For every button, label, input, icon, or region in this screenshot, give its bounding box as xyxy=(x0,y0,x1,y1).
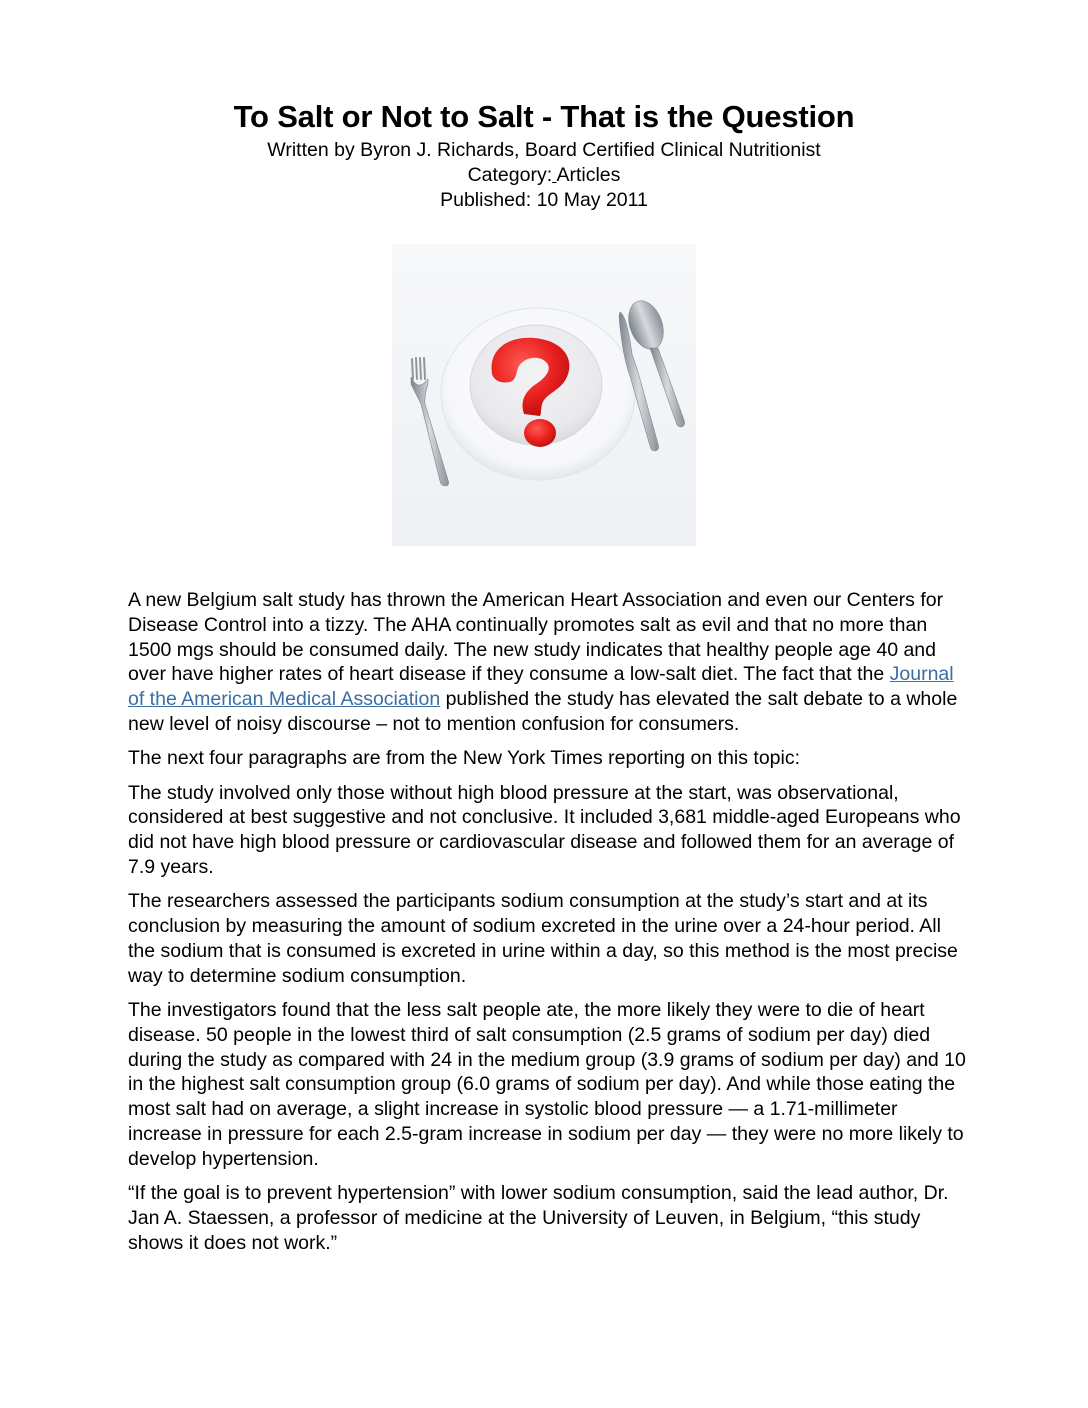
category-value: Articles xyxy=(556,164,621,186)
paragraph-quote: “If the goal is to prevent hypertension” with lower sodium consumption, said the lead author, Dr. Jan A. Staessen, a professor of medicine at the University of Leuven, in Belgium, “this study shows it does not work.” xyxy=(128,1182,949,1254)
article-header xyxy=(0,96,1088,213)
category-label: Category: xyxy=(467,164,553,186)
published-date: Published: 10 May 2011 xyxy=(440,189,648,211)
plate-question-mark-illustration xyxy=(392,244,696,546)
article-body xyxy=(128,588,968,1265)
paragraph-nyt-intro: The next four paragraphs are from the New York Times reporting on this topic: xyxy=(128,747,801,770)
paragraph-methodology: The researchers assessed the participants sodium consumption at the study’s start and at its conclusion by measuring the amount of sodium excreted in the urine over a 24-hour period. All the sodium that is consumed is excreted in urine within a day, so this method is the most precise way to determine sodium consumption. xyxy=(128,890,958,987)
paragraph-intro xyxy=(128,588,968,737)
paragraph-intro-text-end: published the study has elevated the salt debate to a whole new level of noisy discourse – not to mention confusion for consumers. xyxy=(128,688,958,735)
paragraph-intro-text: A new Belgium salt study has thrown the American Heart Association and even our Centers for Disease Control into a tizzy. The AHA continually promotes salt as evil and that no more than 1500 mgs should be consumed daily. The new study indicates that healthy people age 40 and over have higher rates of heart disease if they consume a low-salt diet. The fact that the xyxy=(128,589,944,686)
article-title: To Salt or Not to Salt - That is the Question xyxy=(233,99,855,134)
paragraph-findings: The investigators found that the less salt people ate, the more likely they were to die of heart disease. 50 people in the lowest third of salt consumption (2.5 grams of sodium per day) died during the study as compared with 24 in the medium group (3.9 grams of sodium per day) and 10 in the highest salt consumption group (6.0 grams of sodium per day). And while those eating the most salt had on average, a slight increase in systolic blood pressure — a 1.71-millimeter increase in pressure for each 2.5-gram increase in sodium per day — they were no more likely to develop hypertension. xyxy=(128,998,966,1170)
jama-link[interactable]: Journal of the American Medical Association xyxy=(128,663,954,711)
byline: Written by Byron J. Richards, Board Certified Clinical Nutritionist xyxy=(267,139,821,161)
category xyxy=(0,163,1088,188)
article-image xyxy=(392,244,696,546)
paragraph-study-design: The study involved only those without high blood pressure at the start, was observational, considered at best suggestive and not conclusive. It included 3,681 middle-aged Europeans who did not have high blood pressure or cardiovascular disease and followed them for an average of 7.9 years. xyxy=(128,781,961,878)
